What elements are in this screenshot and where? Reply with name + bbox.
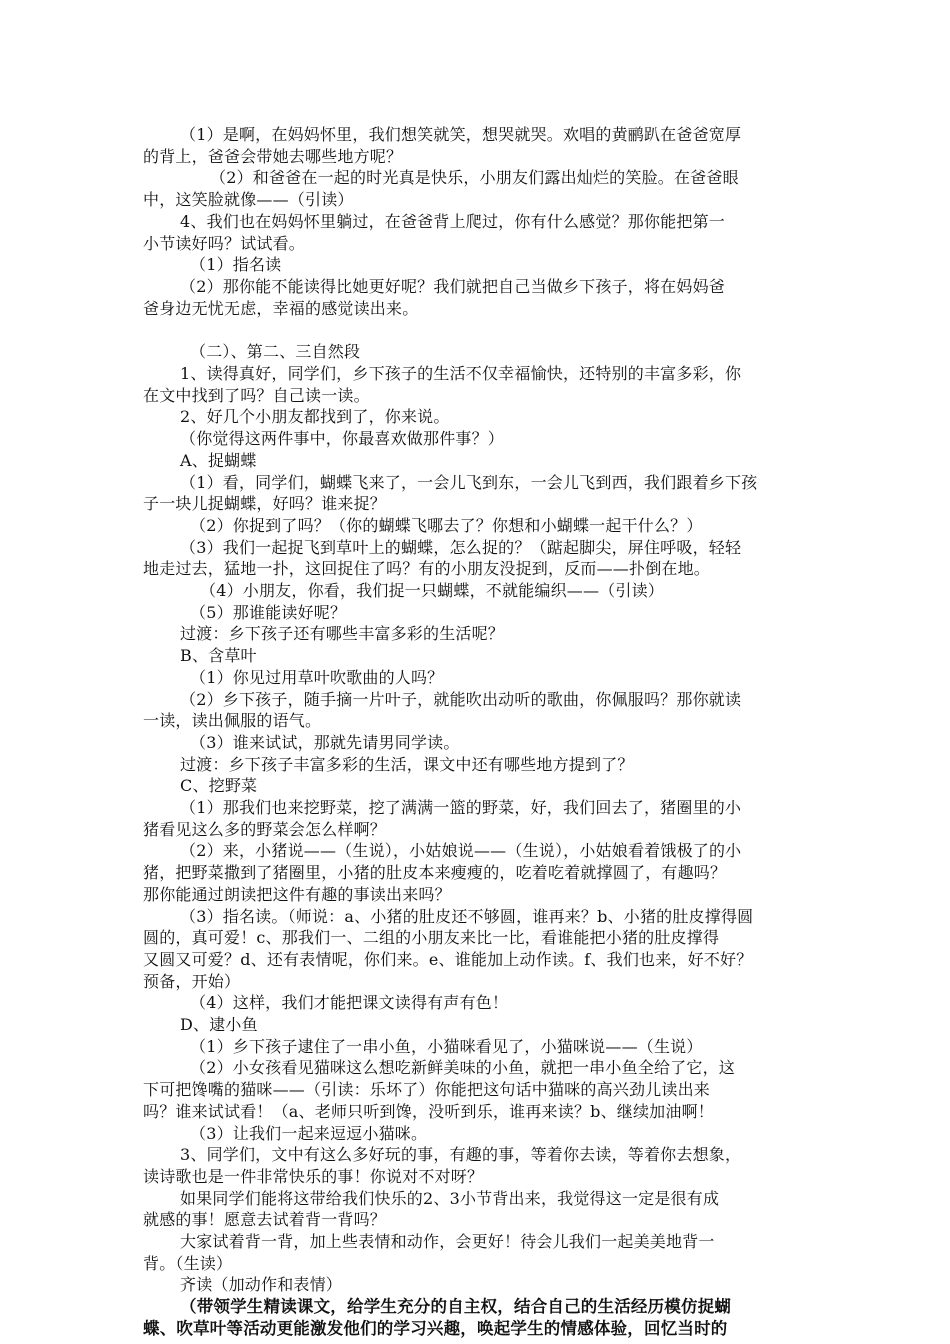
text-line: 下可把馋嘴的猫咪——（引读：乐坏了）你能把这句话中猫咪的高兴劲儿读出来: [143, 1080, 711, 1099]
text-line: 在文中找到了吗？自己读一读。: [143, 386, 370, 405]
text-line: （5）那谁能读好呢？: [190, 603, 347, 622]
text-line: 吗？谁来试试看！（a、老师只听到馋，没听到乐，谁再来读？b、继续加油啊！: [143, 1102, 714, 1121]
text-line: C、挖野菜: [180, 776, 258, 795]
bold-commentary-line: 蝶、吹草叶等活动更能激发他们的学习兴趣，唤起学生的情感体验，回忆当时的: [143, 1319, 728, 1338]
text-line: 如果同学们能将这带给我们快乐的2、3小节背出来，我觉得这一定是很有成: [180, 1189, 720, 1208]
text-line: （2）乡下孩子，随手摘一片叶子，就能吹出动听的歌曲，你佩服吗？那你就读: [180, 690, 742, 709]
text-line: （2）小女孩看见猫咪这么想吃新鲜美味的小鱼，就把一串小鱼全给了它，这: [190, 1058, 735, 1077]
text-line: 子一块儿捉蝴蝶，好吗？谁来捉？: [143, 494, 387, 513]
text-line: （1）那我们也来挖野菜，挖了满满一篮的野菜，好，我们回去了，猪圈里的小: [180, 798, 742, 817]
text-line: 4、我们也在妈妈怀里躺过，在爸爸背上爬过，你有什么感觉？那你能把第一: [180, 212, 725, 231]
text-line: 就感的事！愿意去试着背一背吗？: [143, 1210, 387, 1229]
text-line: B、含草叶: [180, 646, 257, 665]
text-line: 1、读得真好，同学们，乡下孩子的生活不仅幸福愉快，还特别的丰富多彩，你: [180, 364, 742, 383]
text-line: （3）我们一起捉飞到草叶上的蝴蝶，怎么捉的？（踮起脚尖，屏住呼吸，轻轻: [180, 538, 742, 557]
text-line: 预备，开始）: [143, 972, 241, 991]
text-line: 圆的，真可爱！c、那我们一、二组的小朋友来比一比，看谁能把小猪的肚皮撑得: [143, 928, 720, 947]
text-line: （3）指名读。（师说：a、小猪的肚皮还不够圆，谁再来？b、小猪的肚皮撑得圆: [180, 907, 754, 926]
text-line: （1）看，同学们，蝴蝶飞来了，一会儿飞到东，一会儿飞到西，我们跟着乡下孩: [180, 473, 758, 492]
text-line: （2）你捉到了吗？（你的蝴蝶飞哪去了？你想和小蝴蝶一起干什么？）: [190, 516, 703, 535]
text-line: 大家试着背一背，加上些表情和动作，会更好！待会儿我们一起美美地背一: [180, 1232, 715, 1251]
text-line: （你觉得这两件事中，你最喜欢做那件事？）: [180, 429, 505, 448]
text-line: （1）你见过用草叶吹歌曲的人吗？: [190, 668, 444, 687]
text-line: A、捉蝴蝶: [180, 451, 257, 470]
text-line: 过渡：乡下孩子丰富多彩的生活，课文中还有哪些地方提到了？: [180, 755, 634, 774]
text-line: 过渡：乡下孩子还有哪些丰富多彩的生活呢？: [180, 624, 505, 643]
text-line: （1）是啊，在妈妈怀里，我们想笑就笑，想哭就哭。欢唱的黄鹂趴在爸爸宽厚: [180, 125, 742, 144]
text-line: 中，这笑脸就像——（引读）: [143, 190, 354, 209]
text-line: （2）和爸爸在一起的时光真是快乐，小朋友们露出灿烂的笑脸。在爸爸眼: [210, 168, 739, 187]
text-line: 读诗歌也是一件非常快乐的事！你说对不对呀？: [143, 1167, 484, 1186]
text-line: （1）乡下孩子逮住了一串小鱼，小猫咪看见了，小猫咪说——（生说）: [190, 1037, 703, 1056]
text-line: 又圆又可爱？d、还有表情呢，你们来。e、谁能加上动作读。f、我们也来，好不好？: [143, 950, 753, 969]
text-line: （2）那你能不能读得比她更好呢？我们就把自己当做乡下孩子，将在妈妈爸: [180, 277, 725, 296]
text-line: 齐读（加动作和表情）: [180, 1275, 343, 1294]
text-line: （2）来，小猪说——（生说），小姑娘说——（生说），小姑娘看着饿极了的小: [180, 841, 742, 860]
text-line: 背。（生读）: [143, 1254, 233, 1273]
text-line: 猪，把野菜撒到了猪圈里，小猪的肚皮本来瘦瘦的，吃着吃着就撑圆了，有趣吗？: [143, 863, 727, 882]
text-line: （4）这样，我们才能把课文读得有声有色！: [190, 993, 509, 1012]
text-line: （3）谁来试试，那就先请男同学读。: [190, 733, 460, 752]
text-line: （4）小朋友，你看，我们捉一只蝴蝶，不就能编织——（引读）: [200, 581, 664, 600]
text-line: 猪看见这么多的野菜会怎么样啊？: [143, 820, 387, 839]
text-line: 地走过去，猛地一扑，这回捉住了吗？有的小朋友没捉到，反而——扑倒在地。: [143, 559, 711, 578]
text-line: 2、好几个小朋友都找到了，你来说。: [180, 407, 450, 426]
text-line: （3）让我们一起来逗逗小猫咪。: [190, 1124, 428, 1143]
text-line: 小节读好吗？试试看。: [143, 234, 306, 253]
text-line: 的背上，爸爸会带她去哪些地方呢？: [143, 147, 403, 166]
text-line: 爸身边无忧无虑，幸福的感觉读出来。: [143, 299, 419, 318]
text-line: D、逮小鱼: [180, 1015, 258, 1034]
text-line: 那你能通过朗读把这件有趣的事读出来吗？: [143, 885, 451, 904]
section-heading: （二）、第二、三自然段: [190, 342, 361, 361]
text-line: （1）指名读: [190, 255, 282, 274]
bold-commentary-line: （带领学生精读课文，给学生充分的自主权，结合自己的生活经历模仿捉蝴: [180, 1297, 732, 1316]
text-line: 3、同学们，文中有这么多好玩的事，有趣的事，等着你去读，等着你去想象，: [180, 1145, 742, 1164]
text-line: 一读，读出佩服的语气。: [143, 711, 322, 730]
